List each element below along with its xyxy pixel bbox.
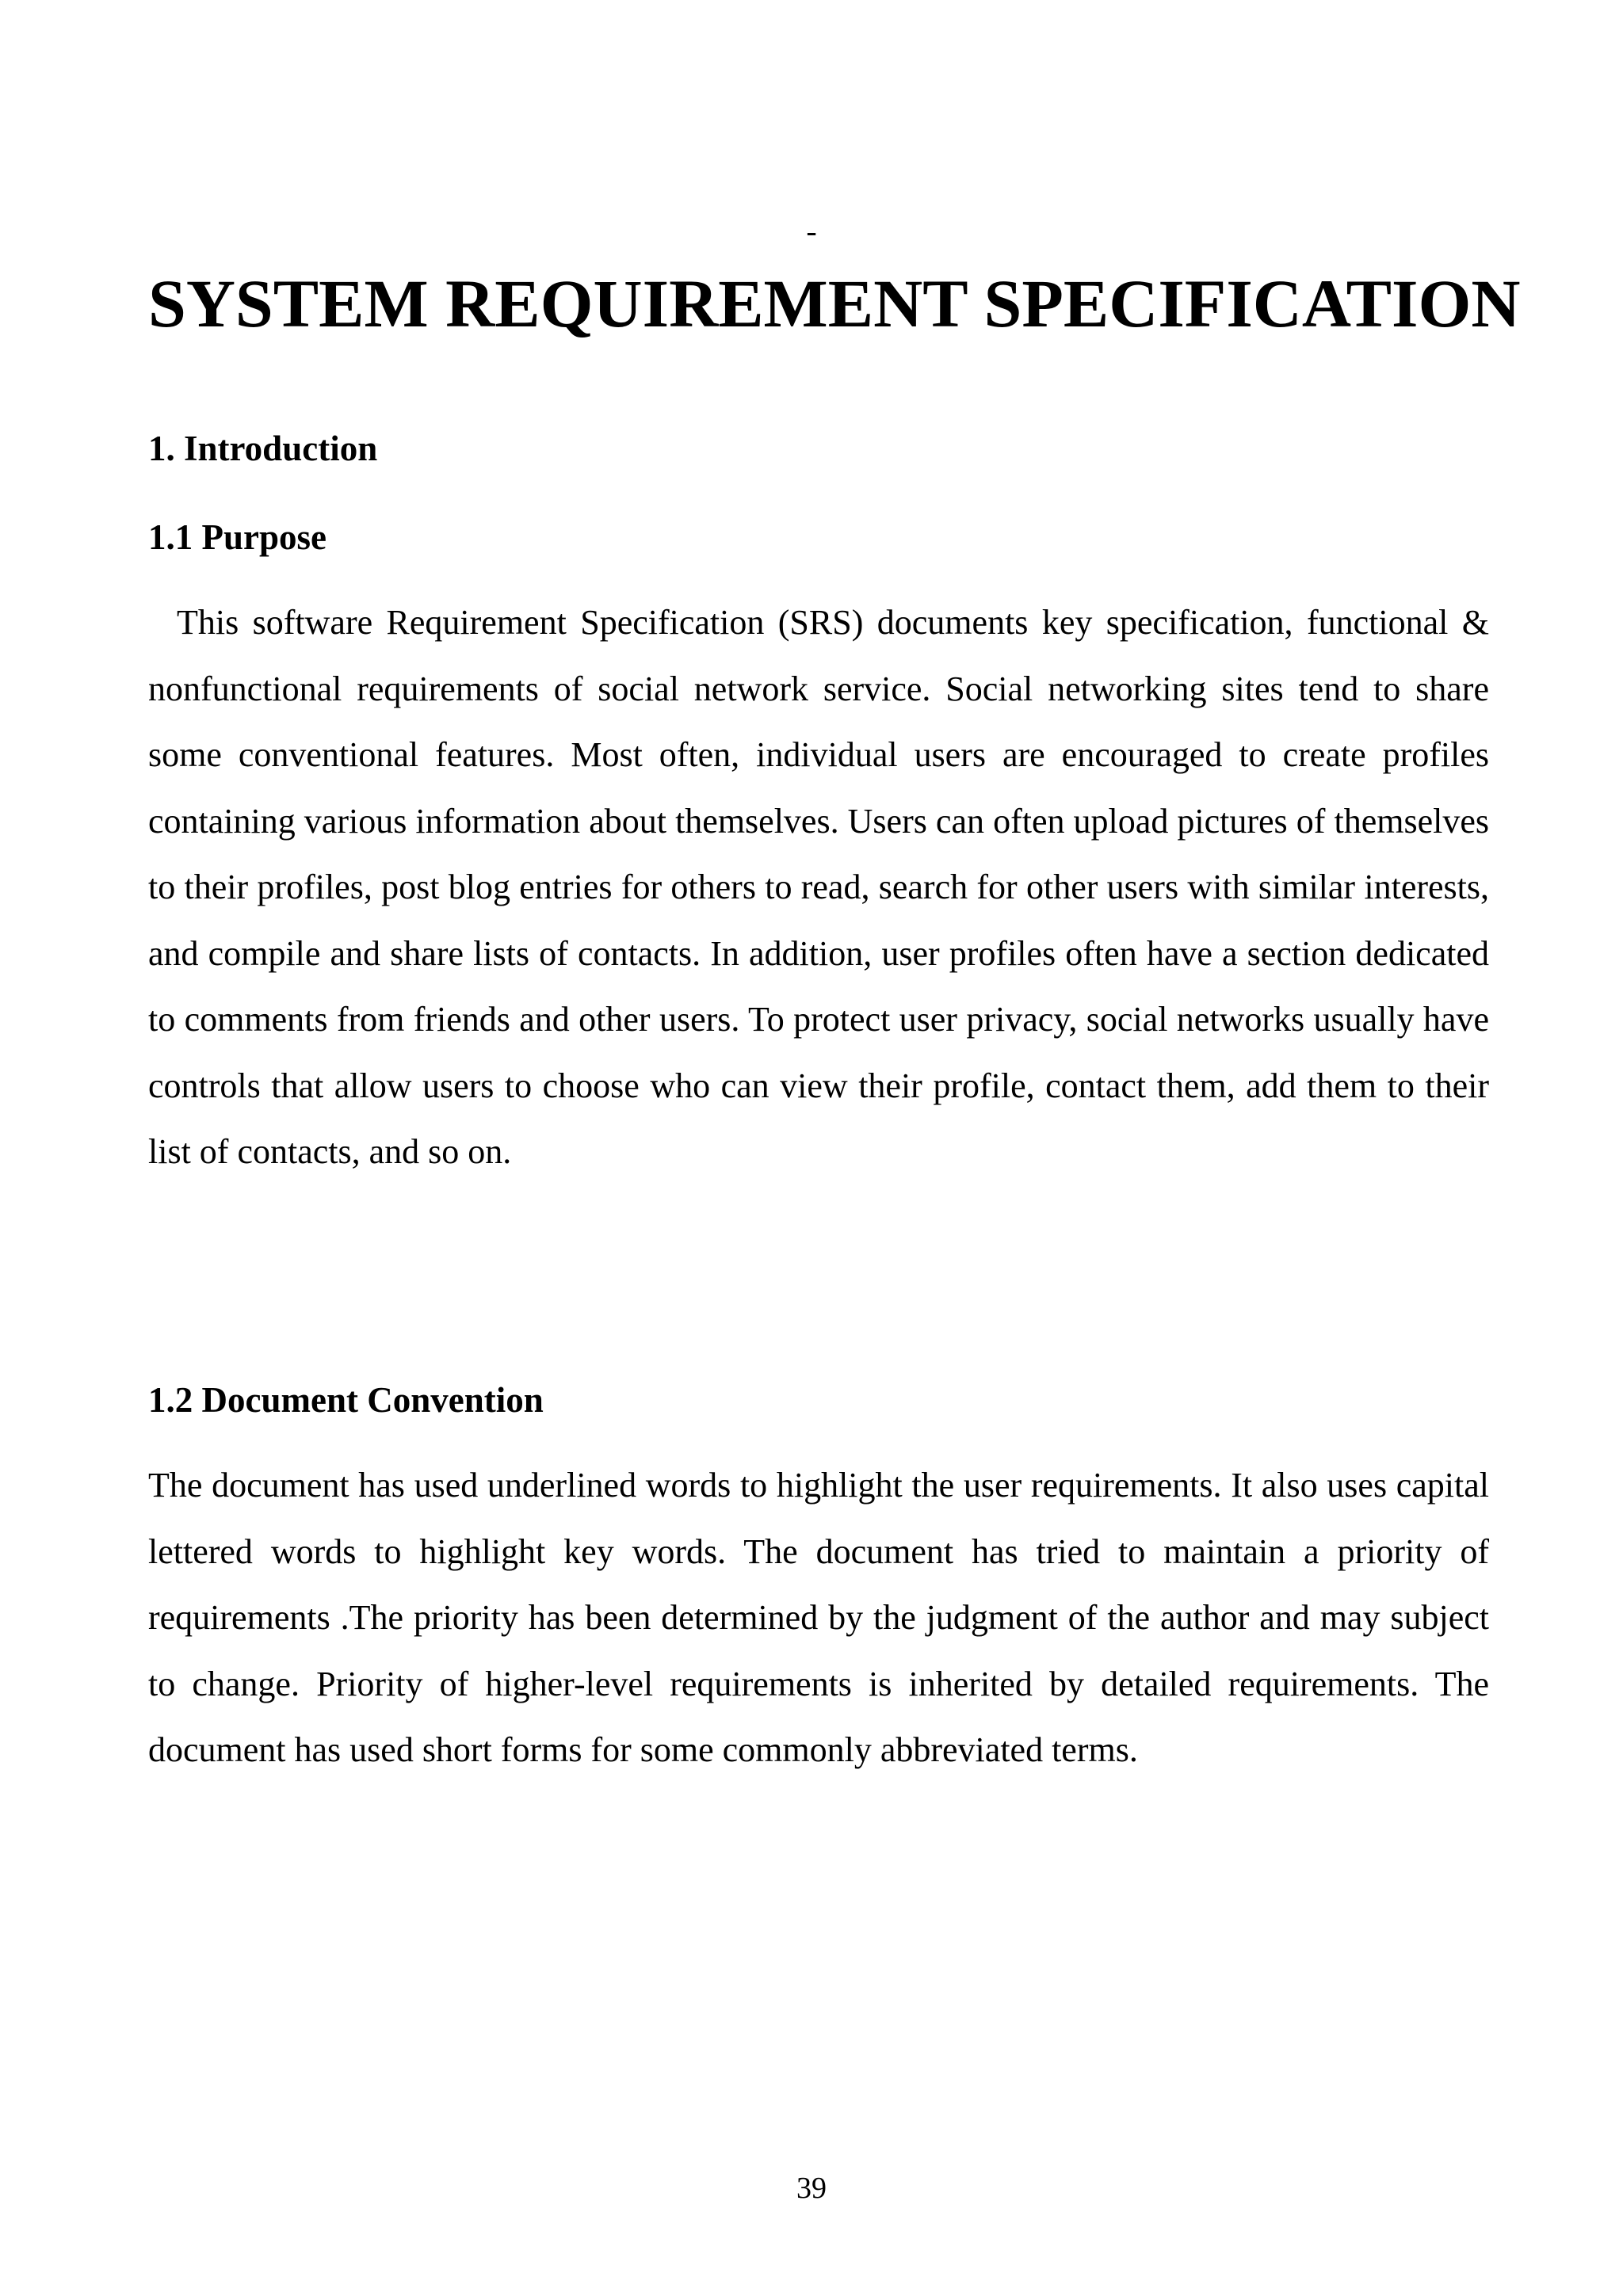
top-dash-mark: -	[806, 213, 817, 249]
page-number: 39	[796, 2172, 827, 2205]
purpose-paragraph: This software Requirement Specification (SRS) documents key specification, functional & nonfunctional requirements of social network service. Social networking sites tend to share some conventional features. Most often, individual users are encouraged to create profiles containing various information about themselves. Users can often upload pictures of themselves to their profiles, post blog entries for others to read, search for other users with similar interests, and compile and share lists of contacts. In addition, user profiles often have a section dedicated to comments from friends and other users. To protect user privacy, social networks usually have controls that allow users to choose who can view their profile, contact them, add them to their list of contacts, and so on.	[148, 603, 1489, 1171]
section-heading-introduction: 1. Introduction	[148, 429, 378, 468]
page-title: SYSTEM REQUIREMENT SPECIFICATION	[148, 265, 1521, 341]
document-convention-paragraph: The document has used underlined words to highlight the user requirements. It also uses capital lettered words to highlight key words. The document has tried to maintain a priority of requirements .The priority has been determined by the judgment of the author and may subject to change. Priority of higher-level requirements is inherited by detailed requirements. The document has used short forms for some commonly abbreviated terms.	[148, 1466, 1489, 1769]
section-heading-document-convention: 1.2 Document Convention	[148, 1380, 544, 1420]
section-heading-purpose: 1.1 Purpose	[148, 517, 327, 557]
